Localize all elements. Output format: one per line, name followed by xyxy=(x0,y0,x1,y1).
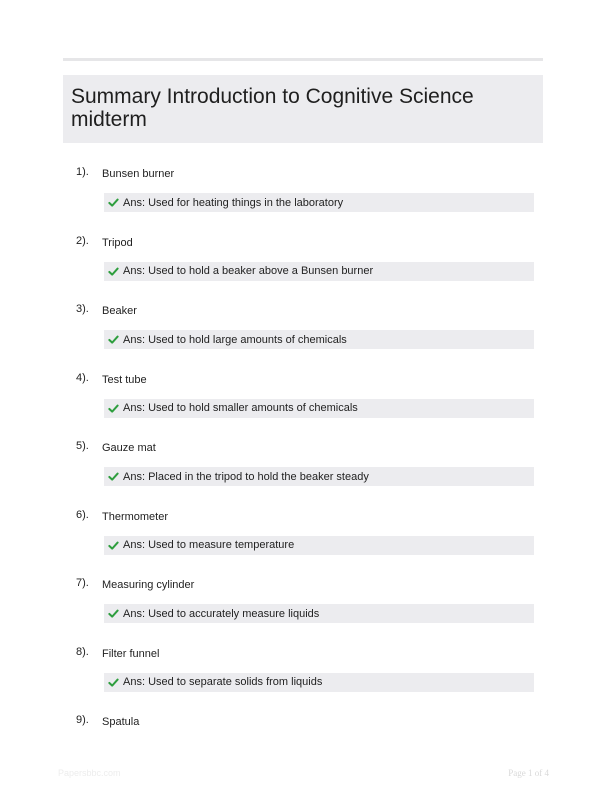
question-number: 8). xyxy=(76,645,89,658)
answer-text: Ans: Used to accurately measure liquids xyxy=(123,607,320,620)
list-item xyxy=(63,166,543,235)
question-number: 5). xyxy=(76,440,89,452)
list-item xyxy=(63,714,543,783)
answer-text: Ans: Placed in the tripod to hold the beaker steady xyxy=(123,470,369,483)
answer-box xyxy=(104,193,534,212)
question-text: Beaker xyxy=(102,305,137,317)
question-list xyxy=(63,166,543,783)
answer-box xyxy=(104,673,534,692)
answer-box xyxy=(104,467,534,486)
question-number: 1). xyxy=(76,166,89,178)
footer-watermark: Papersbbc.com xyxy=(58,768,121,778)
answer-text: Ans: Used to hold smaller amounts of chemicals xyxy=(123,402,358,414)
list-item xyxy=(63,646,543,715)
answer-text: Ans: Used to measure temperature xyxy=(123,539,295,551)
list-item xyxy=(63,440,543,509)
question-text: Measuring cylinder xyxy=(102,579,195,591)
answer-text: Ans: Used for heating things in the laboratory xyxy=(123,196,344,209)
page-indicator: Page 1 of 4 xyxy=(508,768,549,778)
question-number: 4). xyxy=(76,371,89,384)
question-text: Spatula xyxy=(102,716,140,728)
top-divider xyxy=(63,58,543,61)
list-item xyxy=(63,509,543,578)
check-icon xyxy=(108,608,119,619)
question-number: 9). xyxy=(76,714,89,726)
title-banner xyxy=(63,75,543,143)
question-text: Bunsen burner xyxy=(102,168,175,180)
list-item xyxy=(63,577,543,646)
check-icon xyxy=(108,266,119,277)
answer-text: Ans: Used to hold large amounts of chemicals xyxy=(123,333,347,346)
question-text: Tripod xyxy=(102,236,133,249)
answer-box xyxy=(104,262,534,281)
question-number: 7). xyxy=(76,577,89,589)
question-text: Test tube xyxy=(102,373,147,386)
question-text: Thermometer xyxy=(102,510,169,523)
check-icon xyxy=(108,403,119,414)
check-icon xyxy=(108,677,119,688)
question-number: 6). xyxy=(76,508,89,521)
check-icon xyxy=(108,334,119,345)
answer-box xyxy=(104,604,534,623)
page-title: Summary Introduction to Cognitive Science midterm xyxy=(71,85,474,131)
question-text: Filter funnel xyxy=(102,647,160,660)
check-icon xyxy=(108,471,119,482)
answer-box xyxy=(104,330,534,349)
question-number: 2). xyxy=(76,234,89,247)
check-icon xyxy=(108,197,119,208)
answer-text: Ans: Used to separate solids from liquids xyxy=(123,676,323,688)
question-number: 3). xyxy=(76,303,89,315)
answer-text: Ans: Used to hold a beaker above a Bunsen burner xyxy=(123,265,374,277)
answer-box xyxy=(104,399,534,418)
answer-box xyxy=(104,536,534,555)
list-item xyxy=(63,235,543,304)
question-text: Gauze mat xyxy=(102,442,156,454)
list-item xyxy=(63,372,543,441)
list-item xyxy=(63,303,543,372)
check-icon xyxy=(108,540,119,551)
